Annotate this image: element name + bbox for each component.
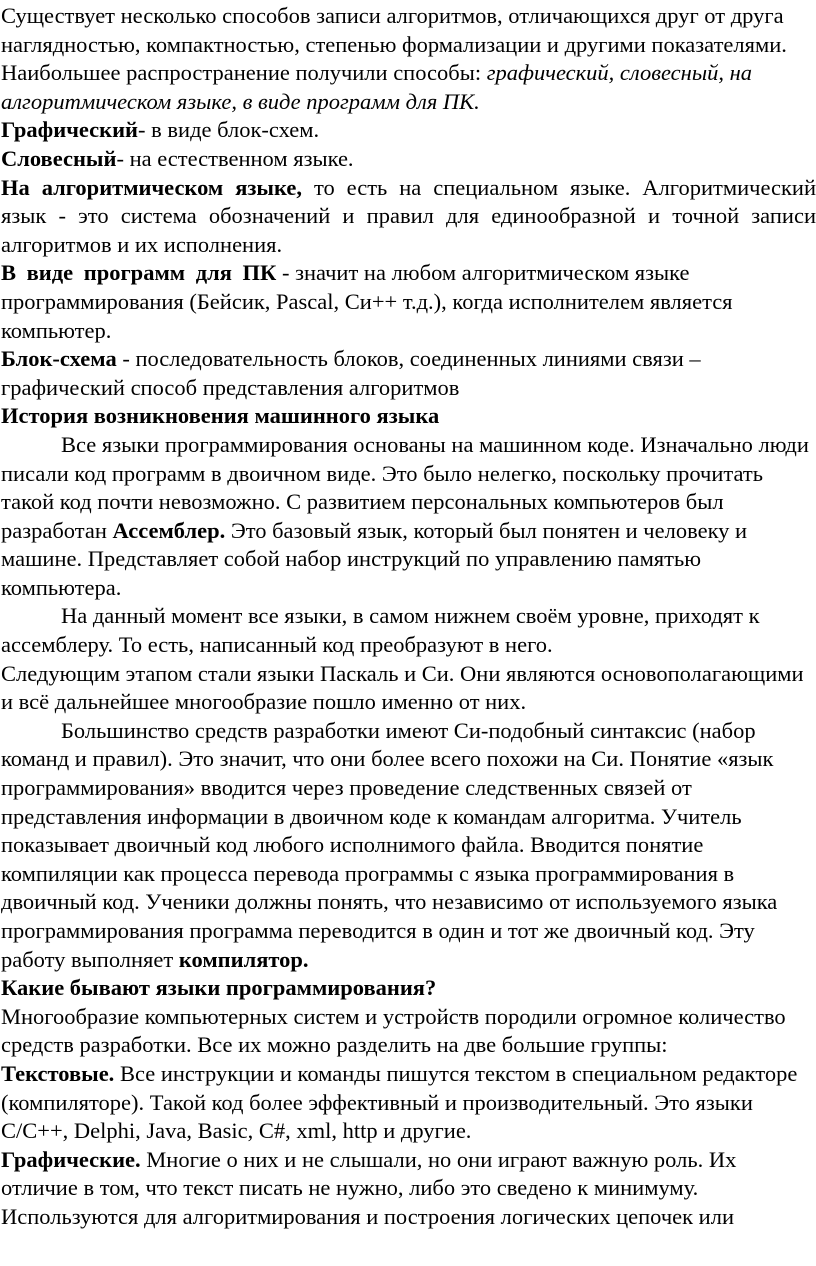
term-algorithmic-language: На алгоритмическом языке, — [1, 174, 302, 200]
definition-graphical-text: Многие о них и не слышали, но они играют важную роль. Их отличие в том, что текст писать не нужно, либо это сведено к минимуму. Используются для алгоритмирования и построения логических цепочек или — [1, 1146, 737, 1229]
definition-textual-text: Все инструкции и команды пишутся текстом в специальном редакторе (компиляторе). Такой код более эффективный и производительный. Это языки C/C++, Delphi, Java, Basic, C#, xml, http и другие. — [1, 1060, 798, 1144]
term-textual: Текстовые. — [1, 1060, 115, 1086]
term-graphic: Графический — [1, 117, 139, 143]
paragraph-assembler-level: На данный момент все языки, в самом нижнем своём уровне, приходят к ассемблеру. То есть, написанный код преобразуют в него. — [1, 603, 760, 658]
definition-verbal-text: - на естественном языке. — [116, 145, 354, 171]
definition-flowchart — [1, 345, 816, 402]
definition-graphical-languages — [1, 1146, 816, 1232]
intro-paragraph — [1, 2, 816, 116]
definition-textual-languages — [1, 1060, 816, 1146]
methods-list: графический, словесный, на алгоритмическом языке, в виде программ для ПК. — [1, 60, 752, 114]
paragraph-compilation — [1, 717, 816, 974]
term-verbal: Словесный — [1, 145, 117, 171]
paragraph-pascal-c: Следующим этапом стали языки Паскаль и Си. Они являются основополагающими и всё дальнейшее многообразие пошло именно от них. — [1, 660, 804, 715]
paragraph-language-groups: Многообразие компьютерных систем и устройств породили огромное количество средств разработки. Все их можно разделить на две большие группы: — [1, 1003, 786, 1058]
definition-algorithmic-language — [1, 174, 816, 260]
definition-graphic-text: - в виде блок-схем. — [138, 117, 320, 143]
heading-language-types: Какие бывают языки программирования? — [1, 975, 437, 1001]
intro-text: Существует несколько способов записи алгоритмов, отличающихся друг от друга наглядностью, компактностью, степенью формализации и другими показателями. Наибольшее распространение получили способы: — [1, 3, 787, 86]
term-assembler: Ассемблер. — [112, 517, 226, 543]
term-flowchart: Блок-схема — [1, 346, 117, 372]
term-pc-programs: В виде программ для ПК — [1, 260, 277, 286]
definition-verbal — [1, 145, 816, 174]
term-graphical: Графические. — [1, 1146, 141, 1172]
definition-flowchart-text: - последовательность блоков, соединенных линиями связи – графический способ представления алгоритмов — [1, 346, 701, 400]
paragraph-machine-code-after: Это базовый язык, который был понятен и человеку и машине. Представляет собой набор инструкций по управлению памятью компьютера. — [1, 517, 748, 600]
paragraph-machine-code-before: Все языки программирования основаны на машинном коде. Изначально люди писали код программ в двоичном виде. Это было нелегко, поскольку прочитать такой код почти невозможно. С развитием персональных компьютеров был разработан — [1, 431, 809, 543]
definition-algorithmic-language-text: то есть на специальном языке. Алгоритмический язык - это система обозначений и правил для единообразной и точной записи алгоритмов и их исполнения. — [1, 174, 816, 257]
paragraph-compilation-text: Большинство средств разработки имеют Си-подобный синтаксис (набор команд и правил). Это значит, что они более всего похожи на Си. Понятие «язык программирования» вводится через проведение следственных связей от представления информации в двоичном коде к командам алгоритма. Учитель показывает двоичный код любого исполнимого файла. Вводится понятие компиляции как процесса перевода программы с языка программирования в двоичный код. Ученики должны понять, что независимо от используемого языка программирования программа переводится в один и тот же двоичный код. Эту работу выполняет — [1, 717, 778, 972]
definition-pc-programs — [1, 259, 816, 345]
heading-machine-language-history: История возникновения машинного языка — [1, 403, 440, 429]
definition-graphic — [1, 116, 816, 145]
definition-pc-programs-text: - значит на любом алгоритмическом языке программирования (Бейсик, Pascal, Си++ т.д.), когда исполнителем является компьютер. — [1, 260, 733, 343]
paragraph-machine-code — [1, 431, 816, 603]
term-compiler: компилятор. — [178, 946, 309, 972]
